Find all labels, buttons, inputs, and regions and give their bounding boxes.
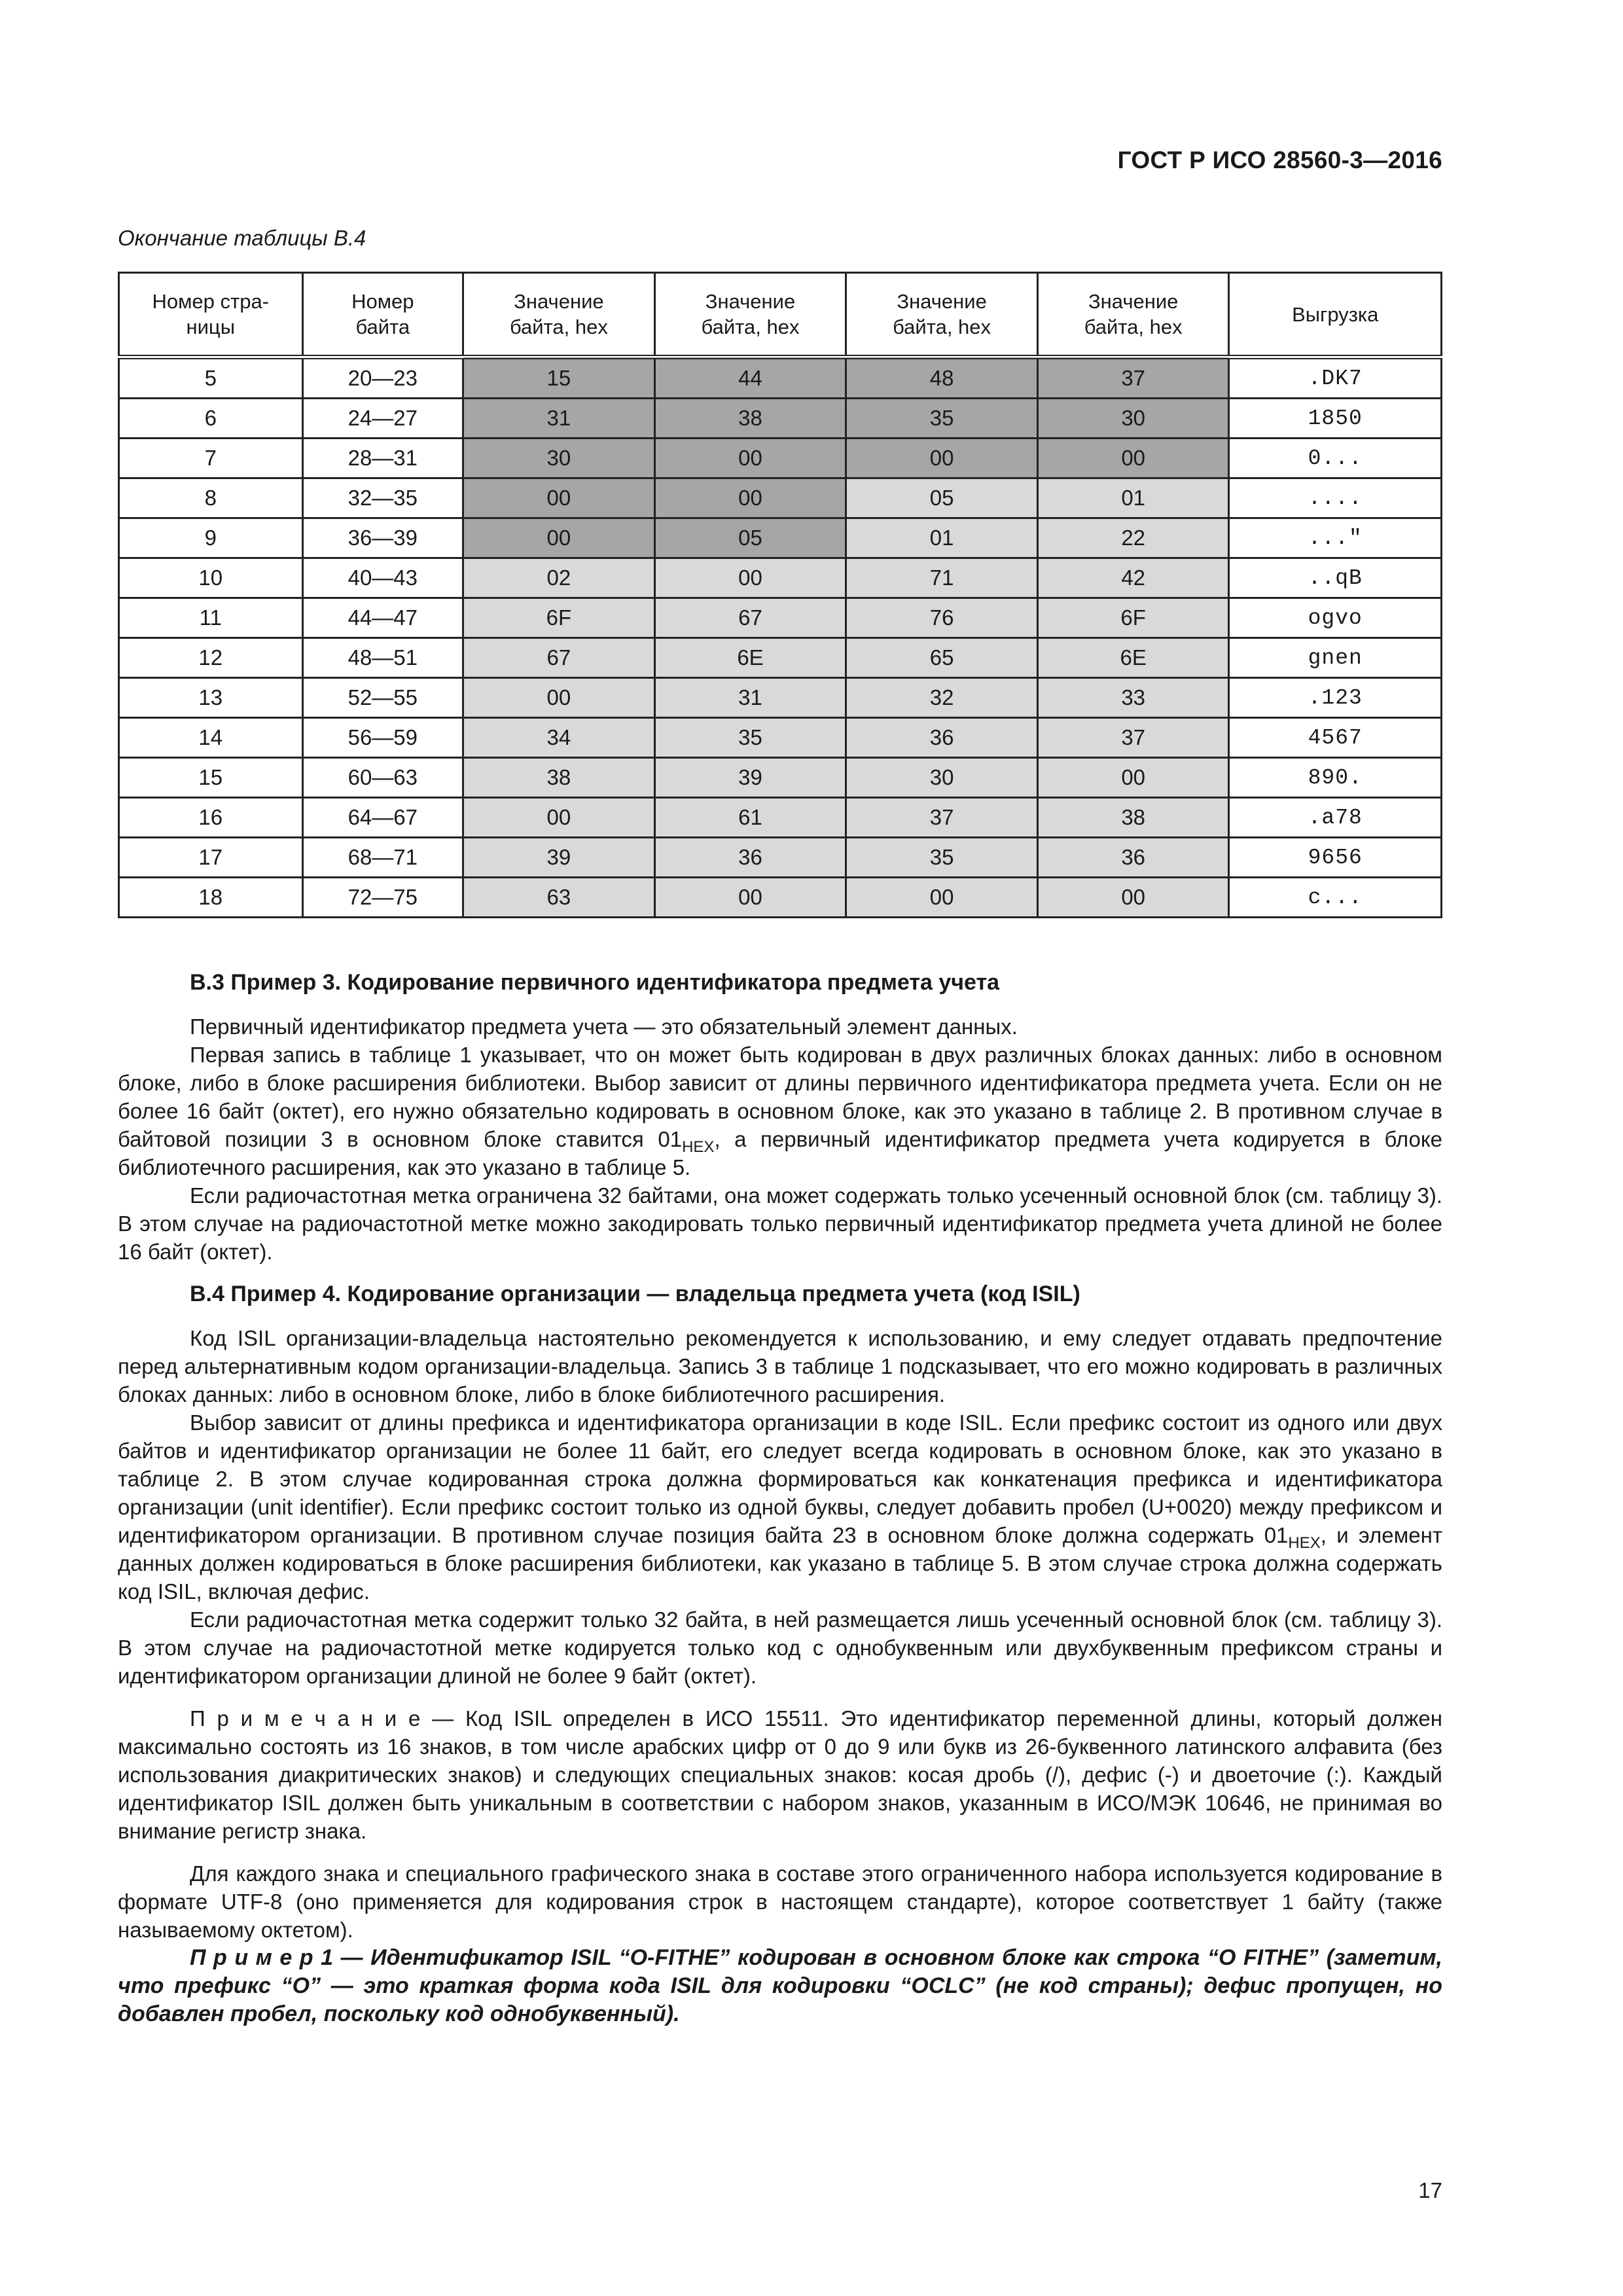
cell-byte-value-1: 30	[463, 439, 655, 478]
header-byte-value-1	[463, 273, 655, 357]
section-b3-paragraph-2	[118, 1041, 1442, 1181]
cell-page-number: 16	[119, 798, 303, 838]
cell-page-number: 9	[119, 518, 303, 558]
cell-byte-value-1: 15	[463, 357, 655, 399]
cell-byte-value-4: 6F	[1037, 598, 1229, 638]
cell-byte-number: 72—75	[302, 878, 463, 918]
cell-byte-number: 24—27	[302, 399, 463, 439]
cell-byte-value-1: 39	[463, 838, 655, 878]
table-row	[119, 399, 1442, 439]
cell-byte-number: 44—47	[302, 598, 463, 638]
cell-byte-value-2: 36	[654, 838, 846, 878]
cell-byte-value-1: 31	[463, 399, 655, 439]
cell-byte-value-3: 48	[846, 357, 1038, 399]
cell-byte-value-4: 37	[1037, 357, 1229, 399]
note-text: — Код ISIL определен в ИСО 15511. Это идентификатор переменной длины, который должен максимально состоять из 16 знаков, в том числе арабских цифр от 0 до 9 или букв из 26-буквенного латинского алфавита (без использования диакритических знаков) и следующих специальных знаков: косая дробь (/), дефис (-) и двоеточие (:). Каждый идентификатор ISIL должен быть уникальным в соответствии с набором знаков, указанным в ИСО/МЭК 10646, не принимая во внимание регистр знака.	[118, 1706, 1443, 1843]
cell-byte-number: 52—55	[302, 678, 463, 718]
cell-byte-value-3: 01	[846, 518, 1038, 558]
table-row	[119, 439, 1442, 478]
cell-page-number: 10	[119, 558, 303, 598]
cell-byte-value-4: 30	[1037, 399, 1229, 439]
cell-page-number: 8	[119, 478, 303, 518]
spacer	[118, 1845, 1442, 1859]
cell-byte-number: 56—59	[302, 718, 463, 758]
cell-dump: ....	[1229, 478, 1442, 518]
cell-byte-value-3: 32	[846, 678, 1038, 718]
header-byte-value-2	[654, 273, 846, 357]
table-row	[119, 678, 1442, 718]
header-byte-value-line1: Значение	[514, 290, 604, 313]
cell-byte-value-1: 00	[463, 478, 655, 518]
table-row	[119, 838, 1442, 878]
header-page-number	[119, 273, 303, 357]
header-page-number-line2: ницы	[186, 315, 235, 338]
cell-dump: ..qB	[1229, 558, 1442, 598]
cell-dump: .DK7	[1229, 357, 1442, 399]
header-byte-value-line1: Значение	[1088, 290, 1179, 313]
cell-page-number: 18	[119, 878, 303, 918]
note-label: П р и м е ч а н и е	[190, 1706, 421, 1731]
cell-byte-value-3: 05	[846, 478, 1038, 518]
cell-byte-value-2: 00	[654, 558, 846, 598]
cell-byte-number: 36—39	[302, 518, 463, 558]
cell-byte-value-4: 36	[1037, 838, 1229, 878]
cell-byte-value-4: 38	[1037, 798, 1229, 838]
cell-page-number: 5	[119, 357, 303, 399]
cell-page-number: 14	[119, 718, 303, 758]
cell-byte-value-1: 00	[463, 518, 655, 558]
cell-byte-value-2: 00	[654, 878, 846, 918]
section-b3-paragraph-3: Если радиочастотная метка ограничена 32 байтами, она может содержать только усеченный основной блок (см. таблицу 3). В этом случае на радиочастотной метке можно закодировать только первичный идентификатор предмета учета длиной не более 16 байт (октет).	[118, 1183, 1442, 1264]
cell-byte-value-3: 37	[846, 798, 1038, 838]
header-byte-value-line2: байта, hex	[1084, 315, 1183, 338]
cell-byte-value-3: 30	[846, 758, 1038, 798]
cell-byte-value-1: 6F	[463, 598, 655, 638]
cell-dump: 1850	[1229, 399, 1442, 439]
cell-dump: 0...	[1229, 439, 1442, 478]
cell-byte-number: 64—67	[302, 798, 463, 838]
cell-byte-number: 28—31	[302, 439, 463, 478]
cell-dump: .a78	[1229, 798, 1442, 838]
cell-byte-value-1: 34	[463, 718, 655, 758]
cell-byte-value-1: 00	[463, 678, 655, 718]
header-byte-number-line1: Номер	[351, 290, 414, 313]
cell-byte-value-4: 22	[1037, 518, 1229, 558]
cell-page-number: 12	[119, 638, 303, 678]
cell-dump: gnen	[1229, 638, 1442, 678]
cell-byte-value-1: 02	[463, 558, 655, 598]
header-byte-value-3	[846, 273, 1038, 357]
cell-dump: .123	[1229, 678, 1442, 718]
header-byte-value-line2: байта, hex	[701, 315, 800, 338]
table-row	[119, 758, 1442, 798]
example-label: П р и м е р 1	[190, 1945, 334, 1970]
cell-byte-value-4: 42	[1037, 558, 1229, 598]
cell-page-number: 15	[119, 758, 303, 798]
cell-byte-value-3: 36	[846, 718, 1038, 758]
table-header-row	[119, 273, 1442, 357]
cell-page-number: 17	[119, 838, 303, 878]
cell-byte-value-2: 31	[654, 678, 846, 718]
section-b4-p2-part2: , и элемент данных должен кодироваться в блоке расширения библиотеки, как указано в таблице 5. В этом случае строка должна содержать код ISIL, включая дефис.	[118, 1523, 1442, 1604]
section-b3-heading: В.3 Пример 3. Кодирование первичного идентификатора предмета учета	[190, 970, 1000, 995]
cell-byte-value-2: 05	[654, 518, 846, 558]
cell-byte-value-2: 38	[654, 399, 846, 439]
table-body	[119, 357, 1442, 918]
cell-byte-value-2: 67	[654, 598, 846, 638]
section-b4-heading: В.4 Пример 4. Кодирование организации — владельца предмета учета (код ISIL)	[190, 1282, 1080, 1306]
cell-byte-number: 40—43	[302, 558, 463, 598]
cell-byte-value-3: 35	[846, 399, 1038, 439]
table-row	[119, 638, 1442, 678]
cell-byte-value-3: 76	[846, 598, 1038, 638]
header-byte-value-line1: Значение	[705, 290, 796, 313]
section-b3-p2-part2: , а первичный идентификатор предмета учета кодируется в блоке библиотечного расширения, как это указано в таблице 5.	[118, 1127, 1443, 1179]
spacer	[118, 1690, 1442, 1704]
table-row	[119, 878, 1442, 918]
table-row	[119, 798, 1442, 838]
body-text	[118, 969, 1442, 2028]
header-byte-value-4	[1037, 273, 1229, 357]
cell-byte-value-4: 33	[1037, 678, 1229, 718]
header-byte-number	[302, 273, 463, 357]
header-dump	[1229, 273, 1442, 357]
section-b3-paragraph-1: Первичный идентификатор предмета учета — это обязательный элемент данных.	[190, 1014, 1018, 1039]
table-row	[119, 518, 1442, 558]
table-row	[119, 478, 1442, 518]
cell-byte-value-3: 00	[846, 878, 1038, 918]
cell-dump: ..."	[1229, 518, 1442, 558]
section-b4-example-1	[118, 1944, 1442, 2028]
cell-byte-value-2: 61	[654, 798, 846, 838]
cell-dump: 890.	[1229, 758, 1442, 798]
cell-byte-value-1: 63	[463, 878, 655, 918]
cell-byte-value-1: 38	[463, 758, 655, 798]
cell-dump: ogvo	[1229, 598, 1442, 638]
cell-byte-value-4: 00	[1037, 758, 1229, 798]
cell-byte-value-2: 44	[654, 357, 846, 399]
cell-byte-value-3: 35	[846, 838, 1038, 878]
cell-page-number: 13	[119, 678, 303, 718]
cell-byte-value-2: 35	[654, 718, 846, 758]
table-row	[119, 718, 1442, 758]
cell-byte-number: 60—63	[302, 758, 463, 798]
section-b4-paragraph-3: Если радиочастотная метка содержит только 32 байта, в ней размещается лишь усеченный основной блок (см. таблицу 3). В этом случае на радиочастотной метке кодируется только код с однобуквенным или двухбуквенным префиксом страны и идентификатором организации длиной не более 9 байт (октет).	[118, 1607, 1442, 1688]
cell-byte-value-3: 65	[846, 638, 1038, 678]
cell-byte-value-2: 39	[654, 758, 846, 798]
cell-byte-value-1: 00	[463, 798, 655, 838]
spacer	[118, 1266, 1442, 1280]
cell-byte-value-1: 67	[463, 638, 655, 678]
section-b4-note	[118, 1704, 1442, 1845]
cell-byte-value-2: 00	[654, 439, 846, 478]
cell-byte-value-4: 37	[1037, 718, 1229, 758]
table-row	[119, 598, 1442, 638]
table-caption: Окончание таблицы В.4	[118, 226, 366, 250]
cell-byte-value-2: 00	[654, 478, 846, 518]
cell-byte-value-3: 71	[846, 558, 1038, 598]
cell-byte-number: 32—35	[302, 478, 463, 518]
header-byte-value-line2: байта, hex	[893, 315, 991, 338]
cell-dump: 4567	[1229, 718, 1442, 758]
cell-page-number: 6	[119, 399, 303, 439]
header-page-number-line1: Номер стра-	[152, 290, 270, 313]
cell-byte-number: 48—51	[302, 638, 463, 678]
cell-byte-value-4: 6E	[1037, 638, 1229, 678]
section-b4-paragraph-4: Для каждого знака и специального графического знака в составе этого ограниченного набора используется кодирование в формате UTF-8 (оно применяется для кодирования строк в настоящем стандарте), которое соответствует 1 байту (также называемому октетом).	[118, 1861, 1442, 1942]
cell-dump: c...	[1229, 878, 1442, 918]
cell-byte-value-3: 00	[846, 439, 1038, 478]
table-row	[119, 357, 1442, 399]
cell-byte-value-4: 01	[1037, 478, 1229, 518]
section-b4-p2-subscript: HEX	[1288, 1534, 1321, 1552]
cell-page-number: 11	[119, 598, 303, 638]
header-dump-label: Выгрузка	[1292, 302, 1379, 326]
page-number: 17	[1418, 2178, 1442, 2202]
section-b4-p2-part1: Выбор зависит от длины префикса и идентификатора организации в коде ISIL. Если префикс состоит из одного или двух байтов и идентификатор организации не более 11 байт, его следует всегда кодировать в основном блоке, как это указано в таблице 2. В этом случае кодированная строка должна формироваться как конкатенация префикса и идентификатора организации (unit identifier). Если префикс состоит только из одной буквы, следует добавить пробел (U+0020) между префиксом и идентификатором организации. В противном случае позиция байта 23 в основном блоке должна содержать 01	[118, 1410, 1442, 1547]
section-b3-p2-part1: Первая запись в таблице 1 указывает, что он может быть кодирован в двух различных блоках данных: либо в основном блоке, либо в блоке расширения библиотеки. Выбор зависит от длины первичного идентификатора предмета учета. Если он не более 16 байт (октет), его нужно обязательно кодировать в основном блоке, как это указано в таблице 2. В противном случае в байтовой позиции 3 в основном блоке ставится 01	[118, 1043, 1442, 1151]
cell-page-number: 7	[119, 439, 303, 478]
section-b3-p2-subscript: HEX	[682, 1138, 715, 1156]
header-byte-value-line2: байта, hex	[509, 315, 608, 338]
table-row	[119, 558, 1442, 598]
cell-dump: 9656	[1229, 838, 1442, 878]
section-b4-paragraph-1: Код ISIL организации-владельца настоятельно рекомендуется к использованию, и ему следует отдавать предпочтение перед альтернативным кодом организации-владельца. Запись 3 в таблице 1 подсказывает, что его можно кодировать в различных блоках данных: либо в основном блоке, либо в блоке библиотечного расширения.	[118, 1326, 1442, 1407]
cell-byte-value-4: 00	[1037, 439, 1229, 478]
cell-byte-value-2: 6E	[654, 638, 846, 678]
section-b4-paragraph-2	[118, 1408, 1442, 1605]
cell-byte-number: 20—23	[302, 357, 463, 399]
cell-byte-value-4: 00	[1037, 878, 1229, 918]
page-header-standard: ГОСТ Р ИСО 28560-3—2016	[1117, 147, 1442, 173]
header-byte-number-line2: байта	[355, 315, 410, 338]
cell-byte-number: 68—71	[302, 838, 463, 878]
example-text: — Идентификатор ISIL “O-FITHE” кодирован в основном блоке как строка “O FITHE” (заметим, что префикс “O” — это краткая форма кода ISIL для кодировки “OCLC” (не код страны); дефис пропущен, но добавлен пробел, поскольку код однобуквенный).	[118, 1945, 1442, 2026]
header-byte-value-line1: Значение	[897, 290, 987, 313]
hex-table	[118, 272, 1442, 918]
